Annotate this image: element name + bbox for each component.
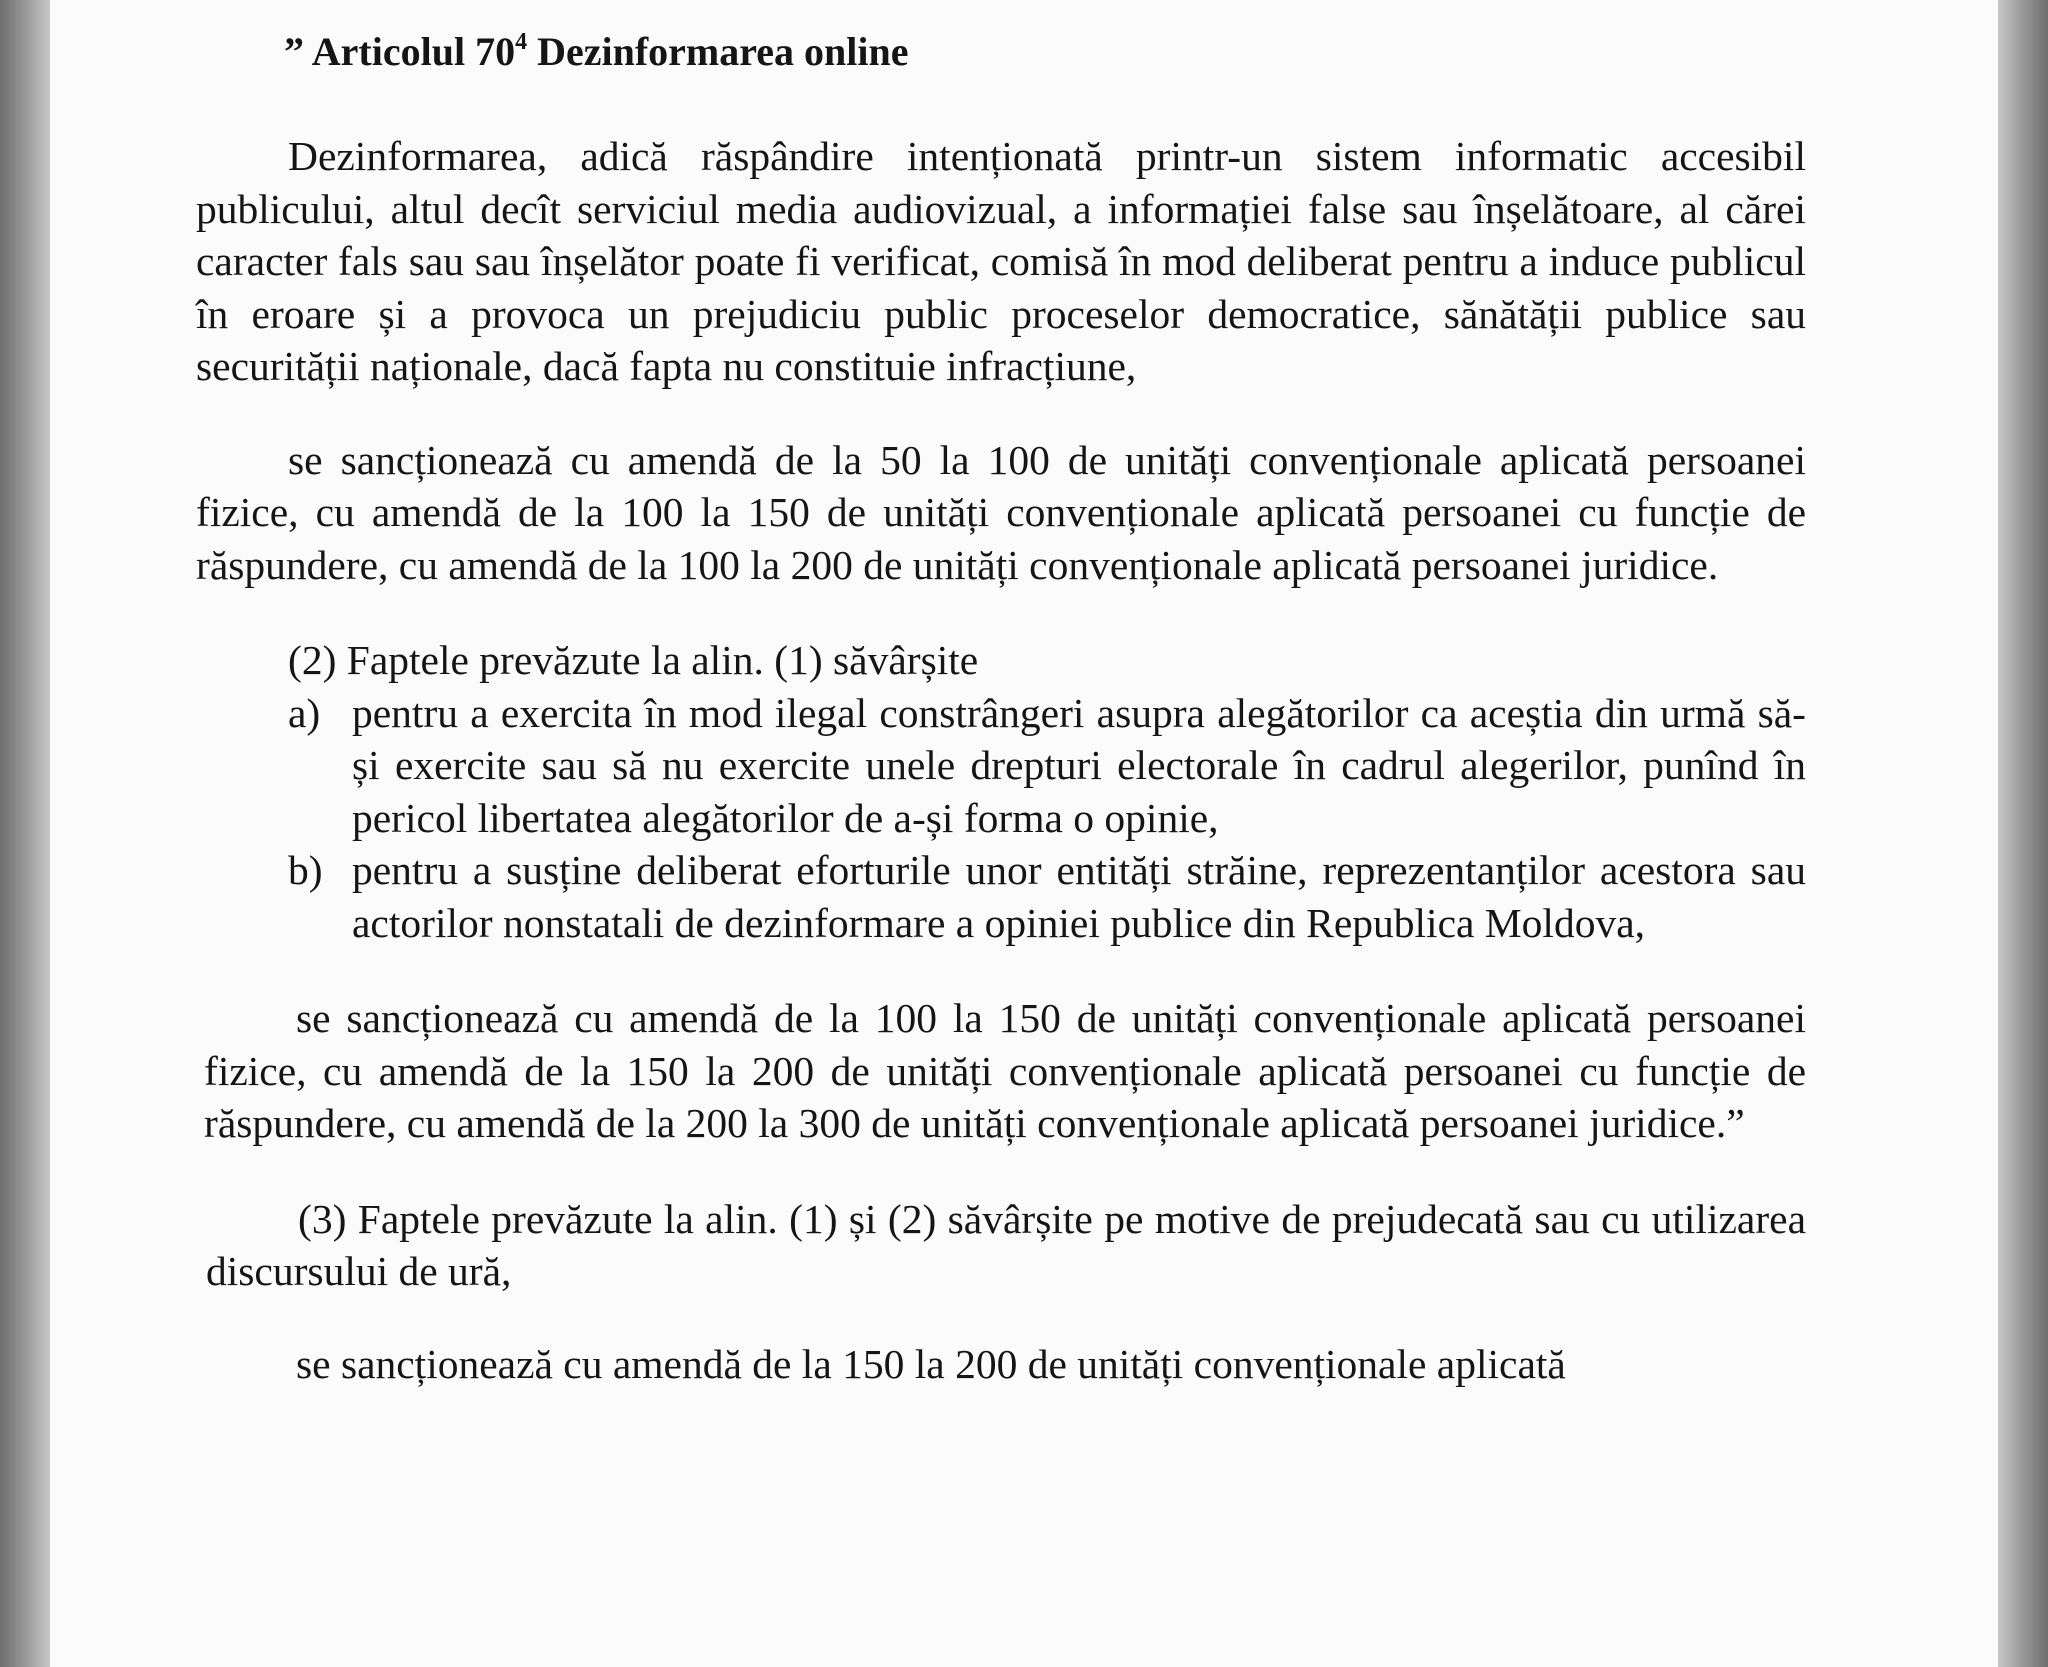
paragraph-sanction-3-partial: se sancționează cu amendă de la 150 la 200 de unități convenționale aplicată xyxy=(296,1340,1566,1387)
list-text-a: pentru a exercita în mod ilegal constrângeri asupra alegătorilor ca aceștia din urmă să-și exercite sau să nu exercite unele drepturi electorale în cadrul alegerilor, punînd în pericol libertatea alegătorilor de a-și forma o opinie, xyxy=(352,689,1806,841)
paragraph-sanction-1: se sancționează cu amendă de la 50 la 100 de unități convenționale aplicată persoanei fizice, cu amendă de la 100 la 150 de unități convenționale aplicată persoanei cu funcție de răspundere, cu amendă de la 100 la 200 de unități convenționale aplicată persoanei juridice. xyxy=(196,436,1806,588)
article-number-superscript: 4 xyxy=(515,29,528,55)
article-title xyxy=(196,22,1806,82)
scan-border-left xyxy=(0,0,50,1667)
document-body xyxy=(196,22,1806,1390)
paragraph-alin-3: (3) Faptele prevăzute la alin. (1) și (2) săvârșite pe motive de prejudecată sau cu utilizarea discursului de ură, xyxy=(206,1195,1806,1294)
document-page xyxy=(50,0,1998,1667)
alin-2-list xyxy=(196,687,1806,950)
article-title-suffix: Dezinformarea online xyxy=(527,29,909,74)
list-text-b: pentru a susține deliberat eforturile unor entități străine, reprezentanților acestora sau actorilor nonstatali de dezinformare a opiniei publice din Republica Moldova, xyxy=(352,847,1806,946)
scan-border-right xyxy=(1998,0,2048,1667)
list-marker-b: b) xyxy=(288,847,323,893)
list-marker-a: a) xyxy=(288,689,321,736)
paragraph-alin-2: (2) Faptele prevăzute la alin. (1) săvârșite xyxy=(288,637,979,683)
paragraph-definition: Dezinformarea, adică răspândire intenționată printr-un sistem informatic accesibil publicului, altul decît serviciul media audiovizual, a informației false sau înșelătoare, al cărei caracter fals sau sau înșelător poate fi verificat, comisă în mod deliberat pentru a induce publicul în eroare și a provoca un prejudiciu public proceselor democratice, sănătății publice sau securității naționale, dacă fapta nu constituie infracțiune, xyxy=(196,133,1806,389)
article-title-prefix: ” Articolul 70 xyxy=(284,29,516,74)
list-item-a xyxy=(196,687,1806,845)
list-item-b xyxy=(196,844,1806,949)
paragraph-sanction-2: se sancționează cu amendă de la 100 la 150 de unități convenționale aplicată persoanei fizice, cu amendă de la 150 la 200 de unități convenționale aplicată persoanei cu funcție de răspundere, cu amendă de la 200 la 300 de unități convenționale aplicată persoanei juridice.” xyxy=(204,995,1806,1146)
